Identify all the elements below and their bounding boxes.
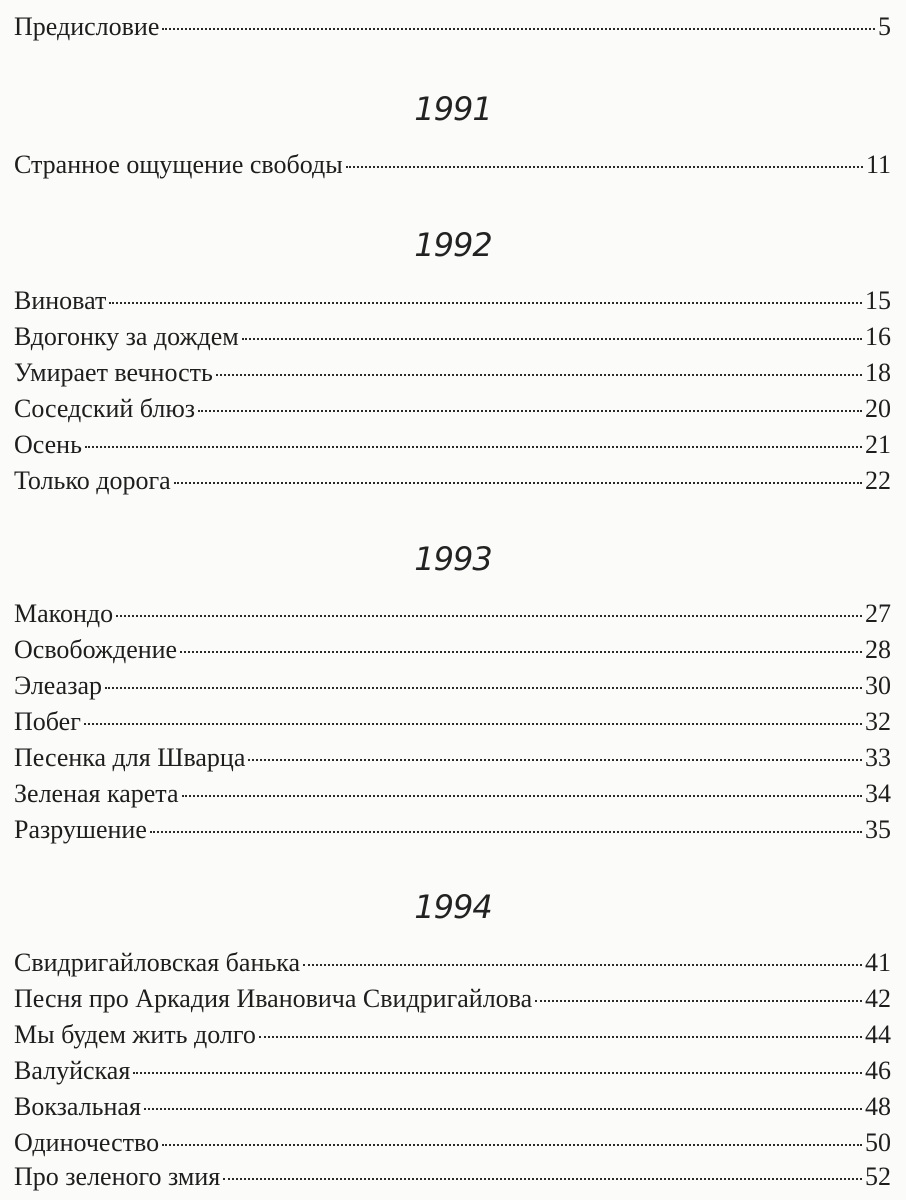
entry-page-number: 41 [865,948,891,977]
section-year-heading: 1994 [414,888,492,926]
dot-leader [150,831,862,833]
entry-page-number: 28 [865,635,891,664]
entry-title: Песня про Аркадия Ивановича Свидригайлова [14,984,533,1013]
toc-entry[interactable] [14,284,891,318]
entry-title: Соседский блюз [14,394,196,423]
dot-leader [303,964,862,966]
entry-page-number: 20 [865,394,891,423]
entry-title: Только дорога [14,466,171,495]
entry-page-number: 21 [865,430,891,459]
dot-leader [109,302,862,304]
section-year-heading: 1992 [414,226,492,264]
entry-title: Свидригайловская банька [14,948,300,977]
toc-entry[interactable] [14,741,891,775]
dot-leader [248,759,862,761]
entry-title: Песенка для Шварца [14,743,246,772]
dot-leader [105,687,862,689]
entry-page-number: 48 [865,1092,891,1121]
toc-entry[interactable] [14,705,891,739]
dot-leader [162,28,875,30]
entry-title: Побег [14,707,81,736]
toc-entry[interactable] [14,1126,891,1160]
entry-title: Умирает вечность [14,358,213,387]
toc-entry[interactable] [14,320,891,354]
entry-title: Осень [14,430,82,459]
entry-title: Вокзальная [14,1092,141,1121]
entry-title: Странное ощущение свободы [14,150,343,179]
entry-title: Мы будем жить долго [14,1020,256,1049]
dot-leader [182,795,862,797]
entry-title: Зеленая карета [14,779,179,808]
toc-entry[interactable] [14,148,891,182]
toc-entry[interactable] [14,464,891,498]
dot-leader [346,166,863,168]
entry-title: Про зеленого змия [14,1162,221,1191]
entry-page-number: 15 [865,286,891,315]
dot-leader [162,1144,862,1146]
entry-page-number: 42 [865,984,891,1013]
toc-entry[interactable] [14,428,891,462]
entry-page-number: 33 [865,743,891,772]
entry-title: Вдогонку за дождем [14,322,239,351]
entry-title: Разрушение [14,815,147,844]
section-year-heading: 1993 [414,540,492,578]
dot-leader [174,482,862,484]
dot-leader [242,338,862,340]
entry-title: Предисловие [14,12,160,41]
toc-entry[interactable] [14,633,891,667]
entry-page-number: 44 [865,1020,891,1049]
entry-page-number: 34 [865,779,891,808]
dot-leader [133,1072,862,1074]
dot-leader [84,723,862,725]
entry-page-number: 27 [865,599,891,628]
toc-entry[interactable] [14,1090,891,1124]
entry-page-number: 50 [865,1128,891,1157]
dot-leader [216,374,862,376]
toc-entry[interactable] [14,597,891,631]
dot-leader [180,651,862,653]
dot-leader [535,1000,862,1002]
section-year-heading: 1991 [414,90,492,128]
dot-leader [144,1108,862,1110]
entry-title: Виноват [14,286,107,315]
toc-entry[interactable] [14,669,891,703]
entry-page-number: 22 [865,466,891,495]
dot-leader [198,410,862,412]
toc-entry[interactable] [14,946,891,980]
toc-entry[interactable] [14,1054,891,1088]
toc-entry[interactable] [14,356,891,390]
entry-title: Элеазар [14,671,103,700]
dot-leader [116,615,862,617]
entry-page-number: 16 [865,322,891,351]
dot-leader [223,1178,862,1180]
toc-entry[interactable] [14,777,891,811]
toc-entry[interactable] [14,392,891,426]
toc-entry-preface[interactable] [14,10,891,44]
toc-entry[interactable] [14,1018,891,1052]
entry-page-number: 18 [865,358,891,387]
entry-title: Макондо [14,599,114,628]
toc-entry[interactable] [14,1160,891,1194]
entry-page-number: 52 [865,1162,891,1191]
dot-leader [259,1036,862,1038]
entry-page-number: 11 [865,150,891,179]
entry-page-number: 32 [865,707,891,736]
entry-title: Освобождение [14,635,178,664]
entry-page-number: 5 [878,12,891,41]
toc-entry[interactable] [14,813,891,847]
entry-title: Одиночество [14,1128,160,1157]
entry-title: Валуйская [14,1056,131,1085]
entry-page-number: 46 [865,1056,891,1085]
entry-page-number: 35 [865,815,891,844]
dot-leader [85,446,862,448]
toc-entry[interactable] [14,982,891,1016]
entry-page-number: 30 [865,671,891,700]
